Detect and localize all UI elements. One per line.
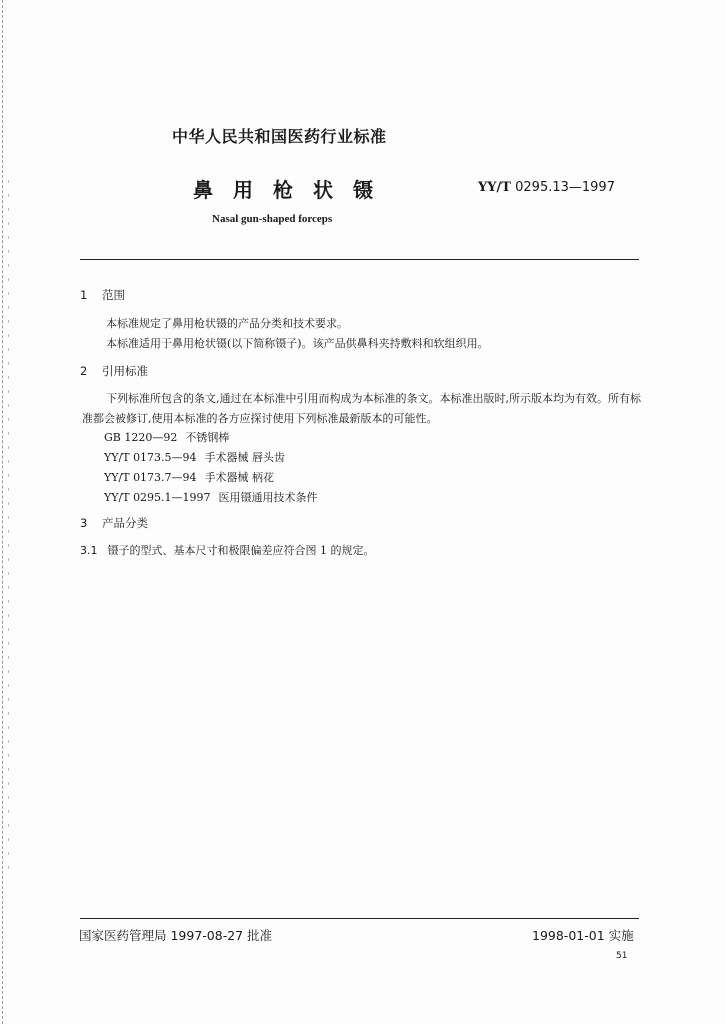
paragraph: 下列标准所包含的条文,通过在本标准中引用而构成为本标准的条文。本标准出版时,所示版本均为有效。所有标准都会被修订,使用本标准的各方应探讨使用下列标准最新版本的可能性。 (82, 392, 641, 425)
reference-item (104, 488, 318, 508)
approval-statement: 国家医药管理局 1997-08-27 批准 (79, 928, 273, 943)
reference-name: 手术器械 唇头齿 (204, 451, 286, 464)
section-title: 引用标准 (102, 364, 148, 378)
reference-code: YY/T 0173.5—94 (104, 451, 197, 464)
standard-organization: 中华人民共和国医药行业标准 (172, 127, 387, 146)
section-heading-references (80, 361, 148, 381)
binding-edge-marks (8, 180, 9, 880)
paragraph: 本标准规定了鼻用枪状镊的产品分类和技术要求。 (106, 317, 348, 330)
section-body-references (82, 389, 642, 429)
english-title: Nasal gun-shaped forceps (212, 213, 333, 225)
section-title: 范围 (102, 288, 125, 302)
section-heading-scope (80, 285, 125, 305)
reference-code: YY/T 0173.7—94 (104, 471, 197, 484)
document-title: 鼻用枪状镊 (193, 178, 393, 202)
standard-number (478, 180, 615, 195)
reference-item (104, 468, 318, 488)
reference-name: 不锈钢棒 (185, 431, 230, 444)
standard-number-prefix: YY/T (478, 180, 511, 195)
reference-list (104, 428, 318, 508)
standard-number-value: 0295.13—1997 (515, 180, 615, 195)
paragraph: 本标准适用于鼻用枪状镊(以下简称镊子)。该产品供鼻科夹持敷料和软组织用。 (106, 337, 489, 350)
page-number: 51 (616, 951, 628, 961)
clause-text: 镊子的型式、基本尺寸和极限偏差应符合图 1 的规定。 (107, 544, 375, 557)
section-number: 3 (80, 516, 88, 530)
clause-3-1 (80, 541, 375, 561)
section-body-scope (82, 314, 642, 354)
clause-number: 3.1 (80, 544, 98, 557)
footer-divider (80, 918, 639, 919)
header-divider (80, 259, 639, 260)
binding-edge (2, 0, 6, 1024)
reference-name: 医用镊通用技术条件 (218, 491, 318, 504)
section-number: 1 (80, 288, 88, 302)
section-number: 2 (80, 364, 88, 378)
section-title: 产品分类 (102, 516, 148, 530)
section-heading-classification (80, 513, 148, 533)
reference-code: YY/T 0295.1—1997 (104, 491, 211, 504)
implementation-date: 1998-01-01 实施 (532, 928, 634, 943)
reference-item (104, 448, 318, 468)
reference-item (104, 428, 318, 448)
reference-name: 手术器械 柄花 (204, 471, 275, 484)
reference-code: GB 1220—92 (104, 431, 178, 444)
